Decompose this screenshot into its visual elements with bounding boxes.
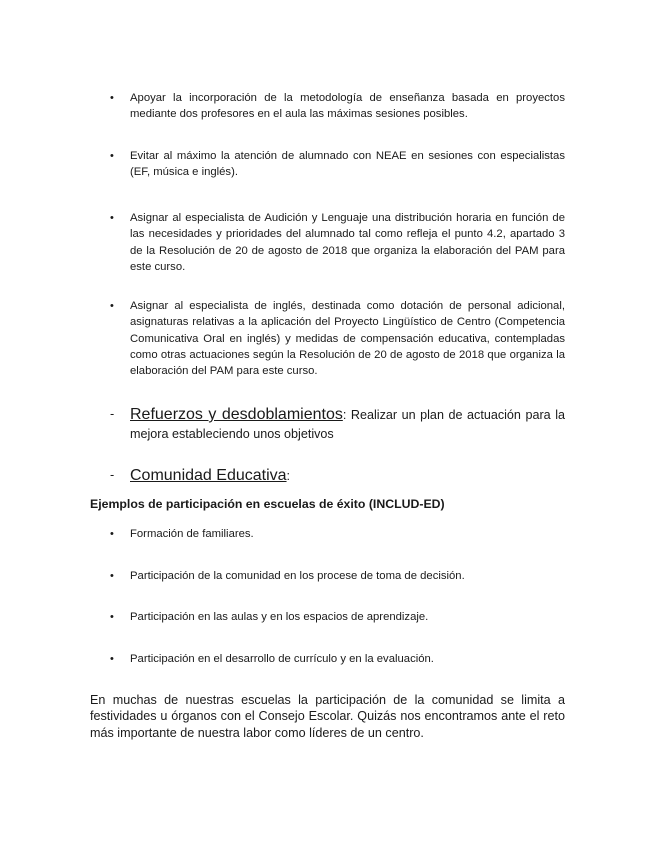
list-item-text: Formación de familiares. (130, 528, 254, 540)
comunidad-suffix: : (286, 469, 291, 483)
list-item (110, 568, 565, 584)
bullet-icon: • (110, 653, 114, 665)
list-item (110, 210, 565, 275)
bullet-icon: • (110, 300, 114, 312)
list-item-text: Participación en el desarrollo de currículo y en la evaluación. (130, 653, 434, 665)
list-item (110, 148, 565, 181)
list-item-text: Apoyar la incorporación de la metodología de enseñanza basada en proyectos mediante dos profesores en el aula las máximas sesiones posibles. (130, 92, 565, 121)
list-item-text: Asignar al especialista de inglés, destinada como dotación de personal adicional, asignaturas relativas a la aplicación del Proyecto Lingüístico de Centro (Competencia Comunicativa Oral en inglés) y medidas de compensación educativa, contempladas como otras actuaciones según la Resolución de 20 de agosto de 2018 que organiza la elaboración del PAM para este curso. (130, 300, 565, 378)
list-item (110, 651, 565, 667)
bullet-icon: • (110, 150, 114, 162)
refuerzos-text (130, 405, 565, 444)
bullet-icon: • (110, 528, 114, 540)
list-item-text: Evitar al máximo la atención de alumnado con NEAE en sesiones con especialistas (EF, música e inglés). (130, 150, 565, 179)
bullet-icon: • (110, 92, 114, 104)
refuerzos-heading: Refuerzos y desdoblamientos (130, 406, 343, 423)
list-item (110, 298, 565, 379)
list-item-text: Participación de la comunidad en los procese de toma de decisión. (130, 570, 465, 582)
comunidad-heading: Comunidad Educativa (130, 467, 287, 484)
closing-paragraph: En muchas de nuestras escuelas la participación de la comunidad se limita a festividades u órganos con el Consejo Escolar. Quizás nos encontramos ante el reto más importante de nuestra labor como líderes de un centro. (90, 693, 565, 740)
comunidad-item (110, 466, 565, 486)
bullet-icon: • (110, 570, 114, 582)
list-item (110, 90, 565, 123)
comunidad-text (130, 466, 565, 486)
list-item (110, 609, 565, 625)
list-item-text: Asignar al especialista de Audición y Lenguaje una distribución horaria en función de las necesidades y prioridades del alumnado tal como refleja el punto 4.2, apartado 3 de la Resolución de 20 de agosto de 2018 que organiza la elaboración del PAM para este curso. (130, 212, 565, 273)
section-heading: Ejemplos de participación en escuelas de éxito (INCLUD-ED) (90, 497, 445, 511)
bullet-icon: • (110, 212, 114, 224)
refuerzos-description: : Realizar un plan de actuación para la mejora estableciendo unos objetivos (130, 408, 565, 441)
dash-icon: - (110, 407, 115, 421)
bullet-icon: • (110, 611, 114, 623)
dash-icon: - (110, 468, 115, 482)
list-item-text: Participación en las aulas y en los espacios de aprendizaje. (130, 611, 429, 623)
refuerzos-item (110, 405, 565, 444)
list-item (110, 526, 565, 542)
